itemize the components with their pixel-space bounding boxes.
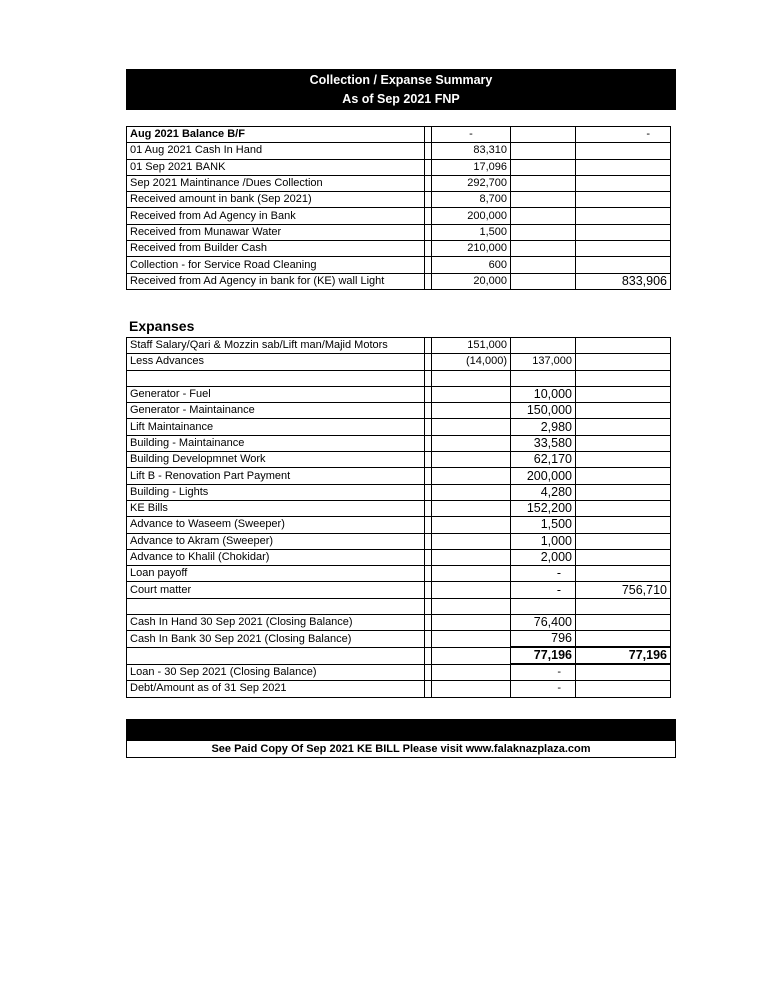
row-label: Cash In Bank 30 Sep 2021 (Closing Balance) <box>127 631 425 648</box>
table-row <box>127 403 671 419</box>
row-sub <box>511 192 576 208</box>
table-row <box>127 598 671 614</box>
row-label: Received from Ad Agency in bank for (KE) wall Light <box>127 273 425 289</box>
row-sub <box>511 175 576 191</box>
row-label: Collection - for Service Road Cleaning <box>127 257 425 273</box>
row-label: Cash In Hand 30 Sep 2021 (Closing Balance) <box>127 615 425 631</box>
row-label: Received from Ad Agency in Bank <box>127 208 425 224</box>
table-row <box>127 549 671 565</box>
row-sub: 796 <box>511 631 576 648</box>
expanses-table <box>126 337 671 698</box>
row-label: Loan - 30 Sep 2021 (Closing Balance) <box>127 664 425 681</box>
row-sub: 10,000 <box>511 386 576 402</box>
row-amount: 1,500 <box>432 224 511 240</box>
row-sub <box>511 257 576 273</box>
table-row <box>127 615 671 631</box>
row-total <box>576 159 671 175</box>
row-label: Building - Lights <box>127 484 425 500</box>
row-amount: 151,000 <box>432 338 511 354</box>
row-label: Generator - Maintainance <box>127 403 425 419</box>
row-total: - <box>576 127 671 143</box>
table-row <box>127 468 671 484</box>
row-total <box>576 208 671 224</box>
row-sub <box>511 273 576 289</box>
row-sub: 76,400 <box>511 615 576 631</box>
row-label: Debt/Amount as of 31 Sep 2021 <box>127 681 425 697</box>
row-amount: 17,096 <box>432 159 511 175</box>
row-label: Generator - Fuel <box>127 386 425 402</box>
row-label: 01 Sep 2021 BANK <box>127 159 425 175</box>
row-sub <box>511 127 576 143</box>
table-row <box>127 159 671 175</box>
table-row <box>127 517 671 533</box>
table-row <box>127 419 671 435</box>
table-row <box>127 435 671 451</box>
row-sub: 137,000 <box>511 354 576 370</box>
table-row <box>127 484 671 500</box>
row-label: Advance to Khalil (Chokidar) <box>127 549 425 565</box>
closing-subtotal: 77,196 <box>511 647 576 664</box>
collection-grand-total: 833,906 <box>576 273 671 289</box>
row-sub: 152,200 <box>511 500 576 516</box>
row-sub <box>511 159 576 175</box>
footer-note: See Paid Copy Of Sep 2021 KE BILL Please visit www.falaknazplaza.com <box>126 741 676 758</box>
report-subtitle: As of Sep 2021 FNP <box>342 92 460 106</box>
row-sub: 62,170 <box>511 452 576 468</box>
row-amount: 600 <box>432 257 511 273</box>
row-label: KE Bills <box>127 500 425 516</box>
row-sub: - <box>511 664 576 681</box>
row-label: Lift Maintainance <box>127 419 425 435</box>
row-label: Received amount in bank (Sep 2021) <box>127 192 425 208</box>
row-total <box>576 224 671 240</box>
table-row <box>127 500 671 516</box>
row-amount: 83,310 <box>432 143 511 159</box>
row-label: Sep 2021 Maintinance /Dues Collection <box>127 175 425 191</box>
row-label: Received from Builder Cash <box>127 241 425 257</box>
table-row <box>127 224 671 240</box>
table-row <box>127 208 671 224</box>
row-amount: - <box>432 127 511 143</box>
row-label: Lift B - Renovation Part Payment <box>127 468 425 484</box>
row-sub: - <box>511 582 576 598</box>
table-row <box>127 241 671 257</box>
row-amount: 20,000 <box>432 273 511 289</box>
table-row <box>127 566 671 582</box>
row-label: Aug 2021 Balance B/F <box>127 127 425 143</box>
table-row <box>127 386 671 402</box>
row-sub: 150,000 <box>511 403 576 419</box>
row-amount: 200,000 <box>432 208 511 224</box>
row-sub: 2,000 <box>511 549 576 565</box>
row-amount: 292,700 <box>432 175 511 191</box>
row-label: Building - Maintainance <box>127 435 425 451</box>
table-row <box>127 647 671 664</box>
row-label: Less Advances <box>127 354 425 370</box>
table-row <box>127 370 671 386</box>
row-sub: 2,980 <box>511 419 576 435</box>
row-amount: 210,000 <box>432 241 511 257</box>
row-total <box>576 192 671 208</box>
row-total <box>576 175 671 191</box>
row-sub: - <box>511 566 576 582</box>
table-row <box>127 582 671 598</box>
table-row <box>127 192 671 208</box>
table-row <box>127 533 671 549</box>
row-sub <box>511 143 576 159</box>
row-label: Loan payoff <box>127 566 425 582</box>
row-sub <box>511 224 576 240</box>
row-total <box>576 143 671 159</box>
row-label: Court matter <box>127 582 425 598</box>
closing-total: 77,196 <box>576 647 671 664</box>
table-row <box>127 664 671 681</box>
row-label: Staff Salary/Qari & Mozzin sab/Lift man/Majid Motors <box>127 338 425 354</box>
table-row <box>127 452 671 468</box>
row-label: 01 Aug 2021 Cash In Hand <box>127 143 425 159</box>
row-total <box>576 241 671 257</box>
table-row <box>127 175 671 191</box>
expanses-title: Expanses <box>129 318 195 334</box>
row-label: Advance to Waseem (Sweeper) <box>127 517 425 533</box>
table-row <box>127 127 671 143</box>
row-sub: - <box>511 681 576 697</box>
report-header <box>126 69 676 110</box>
row-total <box>576 257 671 273</box>
table-row <box>127 354 671 370</box>
row-sub: 1,000 <box>511 533 576 549</box>
row-sub: 200,000 <box>511 468 576 484</box>
row-amount: 8,700 <box>432 192 511 208</box>
row-sub: 1,500 <box>511 517 576 533</box>
row-sub: 4,280 <box>511 484 576 500</box>
row-label: Received from Munawar Water <box>127 224 425 240</box>
table-row <box>127 338 671 354</box>
table-row <box>127 681 671 697</box>
row-sub: 33,580 <box>511 435 576 451</box>
row-sub <box>511 208 576 224</box>
expanses-grand-total: 756,710 <box>576 582 671 598</box>
collection-table <box>126 126 671 290</box>
table-row <box>127 257 671 273</box>
report-title: Collection / Expanse Summary <box>309 73 493 87</box>
table-row <box>127 273 671 289</box>
divider-bar <box>126 719 676 741</box>
table-row <box>127 143 671 159</box>
row-label: Building Developmnet Work <box>127 452 425 468</box>
row-amount: (14,000) <box>432 354 511 370</box>
row-label: Advance to Akram (Sweeper) <box>127 533 425 549</box>
table-row <box>127 631 671 648</box>
row-sub <box>511 241 576 257</box>
